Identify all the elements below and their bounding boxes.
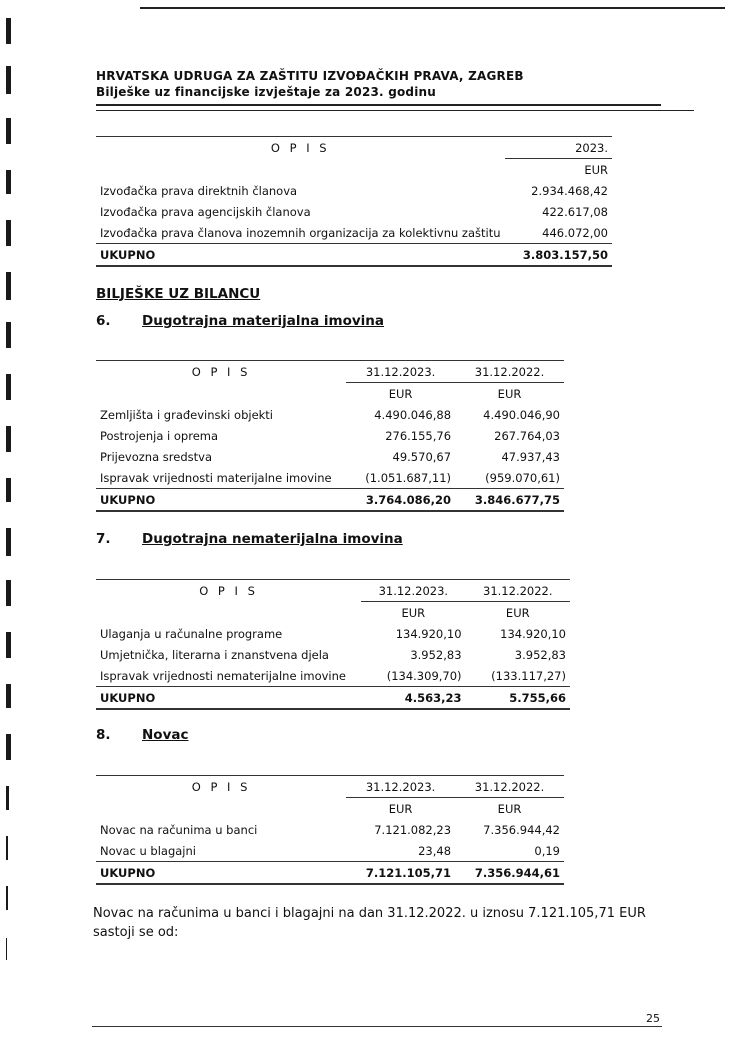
currency-label: EUR xyxy=(497,801,522,816)
section-name: Novac xyxy=(142,727,189,743)
currency-row xyxy=(96,159,612,181)
value-2022: 4.490.046,90 xyxy=(483,407,560,422)
total-label: UKUPNO xyxy=(96,489,346,512)
total-row xyxy=(96,244,612,267)
cash-paragraph: Novac na računima u banci i blagajni na dan 31.12.2022. u iznosu 7.121.105,71 EUR sastoji se od: xyxy=(93,906,646,940)
value-2023: 134.920,10 xyxy=(395,626,462,641)
table-row xyxy=(96,665,570,687)
col-opis: O P I S xyxy=(96,776,346,798)
binder-mark xyxy=(6,734,11,760)
row-value: 422.617,08 xyxy=(542,204,608,219)
tangible-assets-table xyxy=(96,360,564,512)
footer-rule xyxy=(92,1026,662,1027)
total-row xyxy=(96,489,564,512)
section-6-title xyxy=(96,313,384,329)
col-year: 2023. xyxy=(505,137,612,159)
table-row xyxy=(96,446,564,467)
total-2022: 5.755,66 xyxy=(466,687,570,710)
value-2022: (959.070,61) xyxy=(485,470,560,485)
binder-mark xyxy=(6,632,11,658)
header-rule-thin xyxy=(96,110,694,111)
currency-label: EUR xyxy=(505,605,530,620)
table-row xyxy=(96,222,612,244)
row-value: 2.934.468,42 xyxy=(531,183,608,198)
col-2023: 31.12.2023. xyxy=(346,776,455,798)
binder-mark xyxy=(6,528,11,556)
value-2023: 23,48 xyxy=(418,843,452,858)
value-2022: 7.356.944,42 xyxy=(483,822,560,837)
total-2023: 7.121.105,71 xyxy=(346,862,455,885)
value-2022: 134.920,10 xyxy=(500,626,566,641)
binder-mark xyxy=(6,272,11,300)
table-header-row xyxy=(96,776,564,798)
row-label: Novac na računima u banci xyxy=(100,822,258,837)
value-2023: 7.121.082,23 xyxy=(374,822,452,837)
col-2023: 31.12.2023. xyxy=(346,361,455,383)
col-opis: O P I S xyxy=(96,361,346,383)
binder-mark xyxy=(6,118,11,144)
currency-label: EUR xyxy=(401,605,426,620)
value-2022: 267.764,03 xyxy=(494,428,560,443)
col-2023: 31.12.2023. xyxy=(361,580,465,602)
currency-label: EUR xyxy=(388,386,413,401)
table-row xyxy=(96,467,564,489)
total-label: UKUPNO xyxy=(96,862,346,885)
value-2023: 3.952,83 xyxy=(410,647,462,662)
row-label: Ulaganja u računalne programe xyxy=(100,626,283,641)
row-value: 446.072,00 xyxy=(542,225,608,240)
row-label: Ispravak vrijednosti nematerijalne imovine xyxy=(100,668,346,683)
col-opis: O P I S xyxy=(96,137,505,159)
value-2022: 3.952,83 xyxy=(514,647,566,662)
total-2023: 4.563,23 xyxy=(361,687,465,710)
binder-mark xyxy=(6,836,8,860)
header-rule xyxy=(96,104,661,106)
table-row xyxy=(96,180,612,201)
row-label: Zemljišta i građevinski objekti xyxy=(100,407,274,422)
section-7-title xyxy=(96,531,403,547)
col-2022: 31.12.2022. xyxy=(455,361,564,383)
total-2022: 7.356.944,61 xyxy=(455,862,564,885)
binder-mark xyxy=(6,684,11,708)
table-row xyxy=(96,819,564,840)
value-2023: (134.309,70) xyxy=(386,668,462,683)
total-2023: 3.764.086,20 xyxy=(346,489,455,512)
row-label: Izvođačka prava direktnih članova xyxy=(100,183,298,198)
value-2022: (133.117,27) xyxy=(491,668,566,683)
total-row xyxy=(96,687,570,710)
row-label: Novac u blagajni xyxy=(100,843,196,858)
revenue-table xyxy=(96,136,612,267)
top-rule xyxy=(140,7,725,9)
row-label: Prijevozna sredstva xyxy=(100,449,212,464)
binder-mark xyxy=(6,170,11,194)
binder-mark xyxy=(6,220,11,246)
binder-mark xyxy=(6,426,11,452)
value-2023: 276.155,76 xyxy=(385,428,452,443)
value-2022: 0,19 xyxy=(534,843,560,858)
currency-label: EUR xyxy=(584,162,608,177)
page-number: 25 xyxy=(646,1012,660,1025)
table-header-row xyxy=(96,137,612,159)
table-row xyxy=(96,425,564,446)
section-number: 6. xyxy=(96,313,111,329)
value-2023: (1.051.687,11) xyxy=(365,470,452,485)
cash-table xyxy=(96,775,564,885)
row-label: Ispravak vrijednosti materijalne imovine xyxy=(100,470,332,485)
row-label: Izvođačka prava članova inozemnih organizacija za kolektivnu zaštitu xyxy=(100,225,501,240)
binder-mark xyxy=(6,786,9,810)
col-opis: O P I S xyxy=(96,580,361,602)
binder-mark xyxy=(6,886,8,910)
document-header xyxy=(96,68,524,100)
currency-row xyxy=(96,798,564,820)
table-row xyxy=(96,201,612,222)
value-2022: 47.937,43 xyxy=(501,449,560,464)
currency-label: EUR xyxy=(388,801,413,816)
total-2022: 3.846.677,75 xyxy=(455,489,564,512)
col-2022: 31.12.2022. xyxy=(466,580,570,602)
table-header-row xyxy=(96,361,564,383)
table-row xyxy=(96,840,564,862)
section-number: 8. xyxy=(96,727,111,743)
binder-mark xyxy=(6,478,11,502)
binder-mark xyxy=(6,580,11,606)
currency-label: EUR xyxy=(497,386,522,401)
organization-name: HRVATSKA UDRUGA ZA ZAŠTITU IZVOĐAČKIH PRAVA, ZAGREB xyxy=(96,69,524,83)
col-2022: 31.12.2022. xyxy=(455,776,564,798)
table-row xyxy=(96,404,564,425)
table-header-row xyxy=(96,580,570,602)
table-row xyxy=(96,644,570,665)
binder-mark xyxy=(6,66,11,94)
value-2023: 49.570,67 xyxy=(392,449,452,464)
currency-row xyxy=(96,383,564,405)
value-2023: 4.490.046,88 xyxy=(374,407,452,422)
table-row xyxy=(96,623,570,644)
row-label: Umjetnička, literarna i znanstvena djela xyxy=(100,647,329,662)
binder-mark xyxy=(6,322,11,348)
intangible-assets-table xyxy=(96,579,570,710)
total-label: UKUPNO xyxy=(96,244,505,267)
total-row xyxy=(96,862,564,885)
section-number: 7. xyxy=(96,531,111,547)
row-label: Postrojenja i oprema xyxy=(100,428,219,443)
total-label: UKUPNO xyxy=(96,687,361,710)
currency-row xyxy=(96,602,570,624)
row-label: Izvođačka prava agencijskih članova xyxy=(100,204,311,219)
document-subtitle: Bilješke uz financijske izvještaje za 2023. godinu xyxy=(96,85,437,99)
total-value: 3.803.157,50 xyxy=(505,244,612,267)
binder-mark xyxy=(6,374,11,400)
section-name: Dugotrajna nematerijalna imovina xyxy=(142,531,403,547)
balance-notes-heading: BILJEŠKE UZ BILANCU xyxy=(96,286,261,302)
binder-mark xyxy=(6,938,7,960)
binder-mark xyxy=(6,18,11,44)
section-8-title xyxy=(96,727,189,743)
section-name: Dugotrajna materijalna imovina xyxy=(142,313,384,329)
